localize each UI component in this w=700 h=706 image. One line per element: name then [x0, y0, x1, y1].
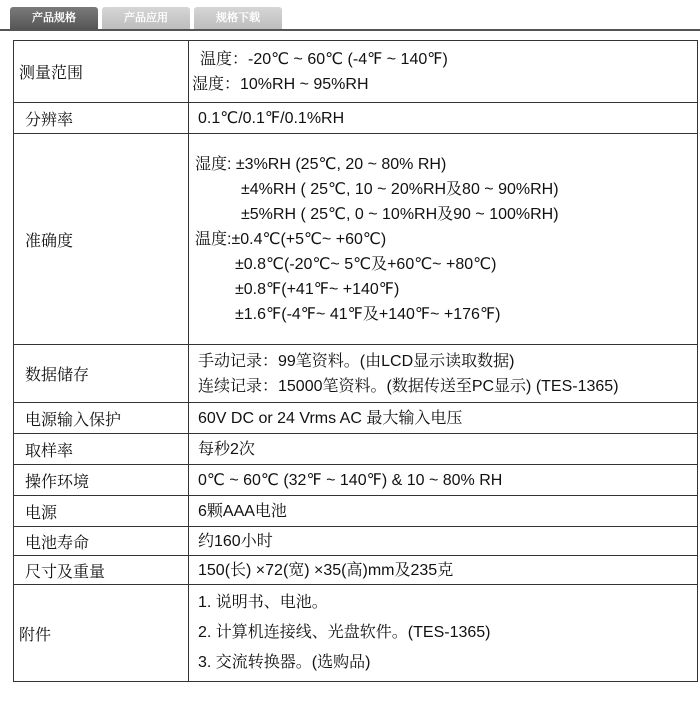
- spec-table: [13, 40, 698, 682]
- row-label: 尺寸及重量: [14, 556, 189, 585]
- row-label: 数据储存: [14, 345, 189, 403]
- tab-bar: [10, 7, 286, 29]
- value-line: ±0.8℃(-20℃~ 5℃及+60℃~ +80℃): [235, 255, 497, 273]
- row-value: [189, 41, 698, 103]
- tab-divider: [0, 29, 700, 31]
- tab-product-spec[interactable]: 产品规格: [10, 7, 98, 29]
- table-row-data-storage: [14, 345, 698, 403]
- value-line: 150(长) ×72(宽) ×35(高)mm及235克: [198, 561, 454, 579]
- row-value: [189, 434, 698, 465]
- value-line: 温度:±0.4℃(+5℃~ +60℃): [195, 230, 387, 248]
- value-line: 温度：-20℃ ~ 60℃ (-4℉ ~ 140℉): [200, 50, 448, 68]
- table-row-size-weight: [14, 556, 698, 585]
- value-line: 6颗AAA电池: [198, 502, 287, 520]
- row-value: [189, 527, 698, 556]
- row-value: [189, 103, 698, 134]
- value-line: ±4%RH ( 25℃, 10 ~ 20%RH及80 ~ 90%RH): [241, 180, 559, 198]
- value-line: 0.1℃/0.1℉/0.1%RH: [198, 109, 345, 127]
- table-row-resolution: [14, 103, 698, 134]
- row-value: [189, 403, 698, 434]
- value-line: 手动记录：99笔资料。(由LCD显示读取数据): [198, 352, 515, 370]
- row-value: [189, 465, 698, 496]
- table-row-operating-env: [14, 465, 698, 496]
- row-label: 取样率: [14, 434, 189, 465]
- value-line: 1. 说明书、电池。: [198, 594, 328, 611]
- row-label: 分辨率: [14, 103, 189, 134]
- row-value: [189, 496, 698, 527]
- value-line: ±5%RH ( 25℃, 0 ~ 10%RH及90 ~ 100%RH): [241, 205, 559, 223]
- row-label: 附件: [14, 585, 189, 682]
- row-label: 准确度: [14, 134, 189, 345]
- value-line: 3. 交流转换器。(选购品): [198, 654, 371, 671]
- table-row-measure-range: [14, 41, 698, 103]
- row-value: [189, 556, 698, 585]
- row-label: 电源输入保护: [14, 403, 189, 434]
- value-line: 60V DC or 24 Vrms AC 最大输入电压: [198, 409, 463, 427]
- value-line: 2. 计算机连接线、光盘软件。(TES-1365): [198, 624, 491, 641]
- table-row-power: [14, 496, 698, 527]
- value-line: 约160小时: [198, 532, 273, 550]
- row-value: [189, 345, 698, 403]
- row-label: 电源: [14, 496, 189, 527]
- tab-product-application[interactable]: 产品应用: [102, 7, 190, 29]
- table-row-accuracy: [14, 134, 698, 345]
- row-label: 操作环境: [14, 465, 189, 496]
- tab-spec-download[interactable]: 规格下载: [194, 7, 282, 29]
- table-row-sampling-rate: [14, 434, 698, 465]
- row-value: [189, 585, 698, 682]
- value-line: 湿度: ±3%RH (25℃, 20 ~ 80% RH): [195, 155, 447, 173]
- value-line: 湿度：10%RH ~ 95%RH: [192, 75, 369, 93]
- value-line: 每秒2次: [198, 440, 255, 458]
- value-line: ±0.8℉(+41℉~ +140℉): [235, 280, 400, 298]
- value-line: ±1.6℉(-4℉~ 41℉及+140℉~ +176℉): [235, 305, 501, 323]
- value-line: 连续记录：15000笔资料。(数据传送至PC显示) (TES-1365): [198, 377, 619, 395]
- row-value: [189, 134, 698, 345]
- table-row-accessories: [14, 585, 698, 682]
- row-label: 电池寿命: [14, 527, 189, 556]
- table-row-battery-life: [14, 527, 698, 556]
- value-line: 0℃ ~ 60℃ (32℉ ~ 140℉) & 10 ~ 80% RH: [198, 471, 503, 489]
- row-label: 测量范围: [14, 41, 189, 103]
- table-row-input-protection: [14, 403, 698, 434]
